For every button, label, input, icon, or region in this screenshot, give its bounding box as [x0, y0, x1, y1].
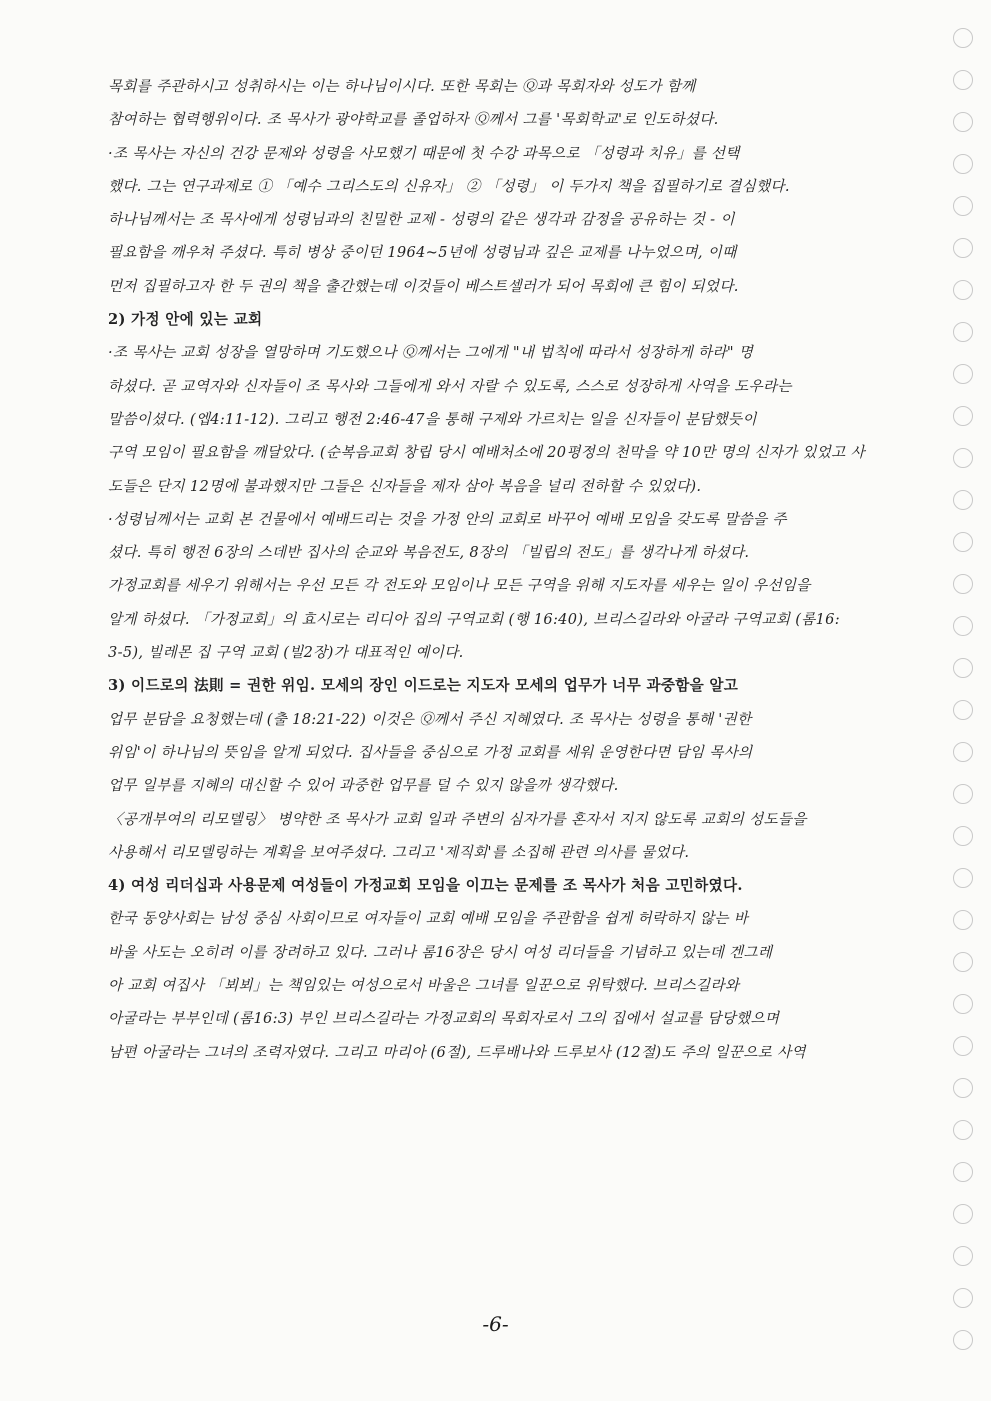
punch-hole [953, 112, 973, 132]
text-line: 하셨다. 곧 교역자와 신자들이 조 목사와 그들에게 와서 자랄 수 있도록, 스스로 성장하게 사역을 도우라는 [108, 377, 792, 395]
punch-hole [953, 742, 973, 762]
text-line: 말씀이셨다. (엡4:11-12). 그리고 행전 2:46-47을 통해 구제와 가르치는 일을 신자들이 분담했듯이 [108, 410, 757, 428]
text-line: 참여하는 협력행위이다. 조 목사가 광야학교를 졸업하자 Ⓠ께서 그를 '목회학교'로 인도하셨다. [108, 111, 719, 129]
text-line: 위임'이 하나님의 뜻임을 알게 되었다. 집사들을 중심으로 가정 교회를 세워 운영한다면 담임 목사의 [108, 743, 753, 761]
text-line: 〈공개부여의 리모델링〉 병약한 조 목사가 교회 일과 주변의 심자가를 혼자서 지지 않도록 교회의 성도들을 [108, 810, 807, 828]
text-line: 가정교회를 세우기 위해서는 우선 모든 각 전도와 모임이나 모든 구역을 위해 지도자를 세우는 일이 우선임을 [108, 577, 811, 595]
text-line: 도들은 단지 12명에 불과했지만 그들은 신자들을 제자 삼아 복음을 널리 전하할 수 있었다). [108, 477, 702, 495]
text-line: 한국 동양사회는 남성 중심 사회이므로 여자들이 교회 예배 모임을 주관함을 쉽게 허락하지 않는 바 [108, 910, 749, 928]
text-line: 했다. 그는 연구과제로 ① 「예수 그리스도의 신유자」 ② 「성령」 이 두가지 책을 집필하기로 결심했다. [108, 177, 790, 195]
punch-hole [953, 280, 973, 300]
text-line: 하나님께서는 조 목사에게 성령님과의 친밀한 교제 - 성령의 같은 생각과 감정을 공유하는 것 - 이 [108, 211, 735, 229]
text-line: 업무 일부를 지혜의 대신할 수 있어 과중한 업무를 덜 수 있지 않을까 생각했다. [108, 777, 619, 795]
text-line: 남편 아굴라는 그녀의 조력자였다. 그리고 마리아 (6절), 드루배나와 드루보사 (12절)도 주의 일꾼으로 사역 [108, 1043, 806, 1061]
text-line: 구역 모임이 필요함을 깨달았다. (순복음교회 창립 당시 예배처소에 20평정의 천막을 약 10만 명의 신자가 있었고 사 [108, 444, 865, 462]
punch-hole [953, 448, 973, 468]
text-line: 필요함을 깨우쳐 주셨다. 특히 병상 중이던 1964~5년에 성령님과 깊은 교제를 나누었으며, 이때 [108, 244, 737, 262]
text-line: 아 교회 여집사 「뵈뵈」는 책임있는 여성으로서 바울은 그녀를 일꾼으로 위탁했다. 브리스길라와 [108, 977, 740, 995]
punch-hole [953, 784, 973, 804]
punch-hole [953, 406, 973, 426]
section-heading: 4) 여성 리더십과 사용문제 여성들이 가정교회 모임을 이끄는 문제를 조 목사가 처음 고민하였다. [108, 877, 743, 895]
text-line: 3-5), 빌레몬 집 구역 교회 (빌2장)가 대표적인 예이다. [108, 644, 464, 662]
punch-hole [953, 616, 973, 636]
punch-hole [953, 1204, 973, 1224]
text-line: ·성령님께서는 교회 본 건물에서 예배드리는 것을 가정 안의 교회로 바꾸어 예배 모임을 갖도록 말씀을 주 [108, 510, 787, 528]
punch-hole [953, 70, 973, 90]
handwritten-body [108, 70, 928, 1069]
punch-hole [953, 1078, 973, 1098]
text-line: 목회를 주관하시고 성취하시는 이는 하나님이시다. 또한 목회는 Ⓠ과 목회자와 성도가 함께 [108, 78, 696, 95]
punch-hole [953, 532, 973, 552]
punch-hole [953, 28, 973, 48]
punch-hole [953, 994, 973, 1014]
punch-hole [953, 196, 973, 216]
punch-hole [953, 658, 973, 678]
section-heading: 2) 가정 안에 있는 교회 [108, 311, 263, 329]
text-line: 바울 사도는 오히려 이를 장려하고 있다. 그러나 롬16장은 당시 여성 리더들을 기념하고 있는데 겐그레 [108, 943, 773, 961]
punch-hole [953, 154, 973, 174]
punch-hole [953, 364, 973, 384]
punch-hole [953, 322, 973, 342]
text-line: 알게 하셨다. 「가정교회」의 효시로는 리디아 집의 구역교회 (행 16:40), 브리스길라와 아굴라 구역교회 (롬16: [108, 610, 840, 628]
punch-hole [953, 238, 973, 258]
punch-hole [953, 1288, 973, 1308]
text-line: ·조 목사는 자신의 건강 문제와 성령을 사모했기 때문에 첫 수강 과목으로 「성령과 치유」를 선택 [108, 144, 740, 162]
page-number: -6- [482, 1312, 509, 1336]
text-line: ·조 목사는 교회 성장을 열망하며 기도했으나 Ⓠ께서는 그에게 "내 법칙에 따라서 성장하게 하라" 명 [108, 344, 754, 362]
punch-hole [953, 826, 973, 846]
punch-hole [953, 700, 973, 720]
punch-hole [953, 910, 973, 930]
text-line: 업무 분담을 요청했는데 (출 18:21-22) 이것은 Ⓠ께서 주신 지혜였다. 조 목사는 성령을 통해 '권한 [108, 710, 752, 728]
punch-hole [953, 868, 973, 888]
punch-hole [953, 1036, 973, 1056]
punch-hole [953, 1162, 973, 1182]
punch-hole [953, 952, 973, 972]
text-line: 사용해서 리모델링하는 계획을 보여주셨다. 그리고 '제직회'를 소집해 관련 의사를 물었다. [108, 843, 690, 861]
text-line: 셨다. 특히 행전 6장의 스데반 집사의 순교와 복음전도, 8장의 「빌립의 전도」를 생각나게 하셨다. [108, 544, 750, 562]
punch-hole [953, 1120, 973, 1140]
text-line: 아굴라는 부부인데 (롬16:3) 부인 브리스길라는 가정교회의 목회자로서 그의 집에서 설교를 담당했으며 [108, 1010, 780, 1028]
punch-hole [953, 490, 973, 510]
punch-hole [953, 574, 973, 594]
section-heading: 3) 이드로의 法則 = 권한 위임. 모세의 장인 이드로는 지도자 모세의 업무가 너무 과중함을 알고 [108, 677, 739, 695]
punch-hole [953, 1246, 973, 1266]
text-line: 먼저 집필하고자 한 두 권의 책을 출간했는데 이것들이 베스트셀러가 되어 목회에 큰 힘이 되었다. [108, 277, 739, 295]
